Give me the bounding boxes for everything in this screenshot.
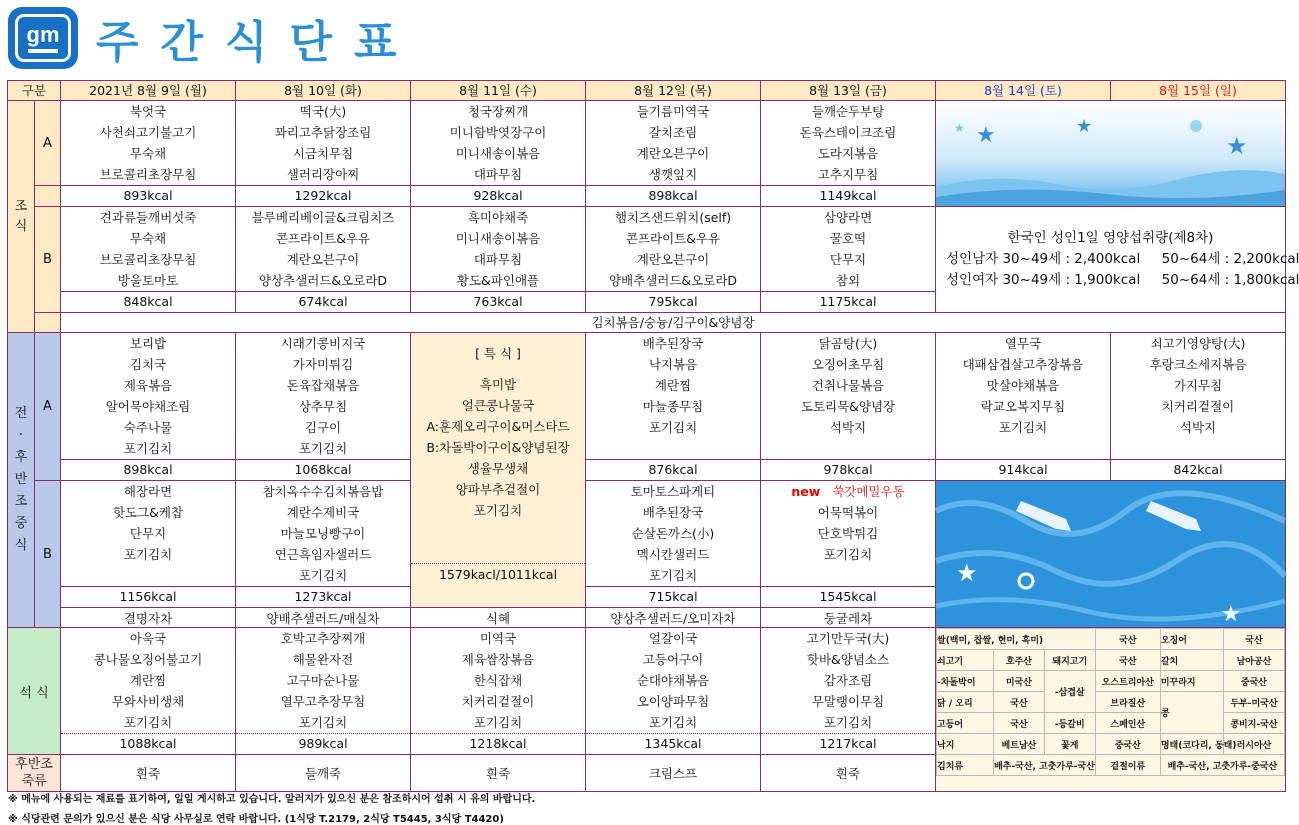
menu-cell: 토마토스파게티 배추된장국 순살돈까스(小) 멕시칸샐러드 포기김치 xyxy=(586,481,761,587)
svg-text:★: ★ xyxy=(956,559,978,587)
footer-note-allergy: ※ 메뉴에 사용되는 재료를 표기하여, 일일 게시하고 있습니다. 알러지가 있으신 분은 참조하시어 섭취 시 유의 바랍니다. xyxy=(8,794,536,805)
menu-cell: 들깨순두부탕 돈육스테이크조림 도라지볶음 고추지무침 xyxy=(761,101,936,186)
kcal: 842kcal xyxy=(1111,460,1286,481)
svg-text:★: ★ xyxy=(976,122,996,148)
kcal: 1175kcal xyxy=(761,292,936,313)
kcal: 876kcal xyxy=(586,460,761,481)
menu-cell: 떡국(大) 꽈리고추닭장조림 시금치무침 샐러리장아찌 xyxy=(236,101,411,186)
kcal: 848kcal xyxy=(61,292,236,313)
menu-cell: 북엇국 사천쇠고기불고기 무숙채 브로콜리초장무침 xyxy=(61,101,236,186)
lunch-drink: 둥굴레차 xyxy=(761,608,936,628)
date-header-row xyxy=(8,81,1286,101)
late-menu: 흰죽 xyxy=(761,755,936,792)
new-tag: new xyxy=(791,484,821,499)
menu-cell: 흑미야채죽 미니새송이볶음 대파무침 황도&파인애플 xyxy=(411,207,586,292)
nutrition-info xyxy=(936,207,1299,313)
weekly-menu-table xyxy=(7,80,1299,792)
kcal: 928kcal xyxy=(411,186,586,207)
group-label-A: A xyxy=(35,333,61,481)
day-header: 8월 11일 (수) xyxy=(411,81,586,101)
page-title: 주간식단표 xyxy=(96,17,419,68)
kcal: 1273kcal xyxy=(236,587,411,608)
late-menu: 흰죽 xyxy=(61,755,236,792)
category-dinner: 석 식 xyxy=(8,628,61,755)
menu-cell: 열무국 대패삼겹살고추장볶음 맛살야채볶음 락교오복지무침 포기김치 xyxy=(936,333,1111,460)
day-header-sunday: 8월 15일 (일) xyxy=(1111,81,1286,101)
kcal: 1292kcal xyxy=(236,186,411,207)
svg-text:★: ★ xyxy=(954,120,965,135)
nutrition-male: 성인남자 30~49세 : 2,400kcal 50~64세 : 2,200kcal xyxy=(946,251,1299,267)
pool-illustration xyxy=(936,481,1286,628)
menu-cell: 청국장찌개 미니함박엿장구이 미니새송이볶음 대파무침 xyxy=(411,101,586,186)
menu-cell: 들기름미역국 갈치조림 계란오븐구이 생깻잎지 xyxy=(586,101,761,186)
kcal: 978kcal xyxy=(761,460,936,481)
kcal: 898kcal xyxy=(586,186,761,207)
menu-cell: 참치옥수수김치볶음밥 계란수제비국 마늘모닝빵구이 연근흑임자샐러드 포기김치 xyxy=(236,481,411,587)
day-header: 8월 13일 (금) xyxy=(761,81,936,101)
gubun-header: 구분 xyxy=(8,81,61,101)
lunch-drink: 결명자차 xyxy=(61,608,236,628)
menu-cell: 닭곰탕(大) 오징어초무침 건취나물볶음 도토리묵&양념장 석박지 xyxy=(761,333,936,460)
origin-table: 쌀(백미, 찹쌀, 현미, 흑미) 국산 오징어 국산 쇠고기 호주산 돼지고기 국산 갈치 남아공산 -차돌박이 미국산 -삼겹살 오스트리아산 미꾸라지 중국산 닭 / 오리 국산 브라질산 콩 두부-미국산 고등어 국산 -등갈비 스페인산 콩비지-국산 낙지 베트남산 꽃게 중국산 명태(코다리, 동태) 러시아산 김치류 배추-국산, 고춧가루-국산 겉절이류 배추-국산, 고춧가루-중국산 xyxy=(936,628,1286,792)
kcal: 1156kcal xyxy=(61,587,236,608)
group-label-A: A xyxy=(35,101,61,186)
svg-text:★: ★ xyxy=(1221,602,1241,627)
menu-cell: 아욱국 콩나물오징어불고기 계란찜 무와사비생채 포기김치 1088kcal xyxy=(61,628,236,755)
menu-cell: 호박고추장찌개 해물완자전 고구마순나물 열무고추장무침 포기김치 989kcal xyxy=(236,628,411,755)
svg-text:★: ★ xyxy=(1076,115,1093,137)
kcal: 893kcal xyxy=(61,186,236,207)
lunch-drink: 양배추샐러드/매실차 xyxy=(236,608,411,628)
category-lunch: 전·후반조 중식 xyxy=(8,333,35,628)
kcal: 898kcal xyxy=(61,460,236,481)
kcal: 1545kcal xyxy=(761,587,936,608)
day-header-saturday: 8월 14일 (토) xyxy=(936,81,1111,101)
late-menu: 흰죽 xyxy=(411,755,586,792)
late-menu: 들깨죽 xyxy=(236,755,411,792)
lunch-drink: 식혜 xyxy=(411,608,586,628)
breakfast-common: 김치볶음/숭늉/김구이&양념장 xyxy=(61,313,1286,333)
footer-note-contact: ※ 식당관련 문의가 있으신 분은 식당 사무실로 연락 바랍니다. (1식당 T.2179, 2식당 T5445, 3식당 T4420) xyxy=(8,814,504,825)
menu-cell: 쇠고기영양탕(大) 후랑크소세지볶음 가지무침 치커리겉절이 석박지 xyxy=(1111,333,1286,460)
logo-text: gm xyxy=(26,21,60,47)
late-menu: 크림스프 xyxy=(586,755,761,792)
nutrition-title: 한국인 성인1일 영양섭취량(제8차) xyxy=(1007,230,1214,246)
day-header: 8월 12일 (목) xyxy=(586,81,761,101)
menu-cell: 얼갈이국 고등어구이 순대야채볶음 오이양파무침 포기김치 1345kcal xyxy=(586,628,761,755)
menu-cell: 블루베리베이글&크림치즈 콘프라이트&우유 계란오븐구이 양상추샐러드&오로라D xyxy=(236,207,411,292)
kcal: 763kcal xyxy=(411,292,586,313)
menu-cell: 견과류들깨버섯죽 무숙채 브로콜리초장무침 방울토마토 xyxy=(61,207,236,292)
svg-text:★: ★ xyxy=(1226,131,1248,160)
nutrition-female: 성인여자 30~49세 : 1,900kcal 50~64세 : 1,800kcal xyxy=(946,272,1299,288)
kcal: 674kcal xyxy=(236,292,411,313)
menu-cell: 햄치즈샌드위치(self) 콘프라이트&우유 계란오븐구이 양배추샐러드&오로라D xyxy=(586,207,761,292)
kcal: 795kcal xyxy=(586,292,761,313)
menu-cell: 보리밥 김치국 제육볶음 알어묵야채조림 숙주나물 포기김치 xyxy=(61,333,236,460)
kcal: 914kcal xyxy=(936,460,1111,481)
category-breakfast: 조식 xyxy=(8,101,35,333)
day-header: 2021년 8월 9일 (월) xyxy=(61,81,236,101)
page-header xyxy=(8,4,419,72)
kcal: 1068kcal xyxy=(236,460,411,481)
menu-cell: 미역국 제육쌈장볶음 한식잡채 치커리겉절이 포기김치 1218kcal xyxy=(411,628,586,755)
menu-cell: 삼양라면 꿀호떡 단무지 참외 xyxy=(761,207,936,292)
menu-cell: 배추된장국 낙지볶음 계란찜 마늘종무침 포기김치 xyxy=(586,333,761,460)
menu-cell: 해장라면 핫도그&케찹 단무지 포기김치 xyxy=(61,481,236,587)
group-label-B: B xyxy=(35,207,61,313)
special-menu-cell: [ 특 식 ] 흑미밥 얼큰콩나물국 A:훈제오리구이&머스타드 B:차돌박이구이&양념된장 생율무생채 양파부추겉절이 포기김치 1579kacl/1011kcal xyxy=(411,333,586,608)
gm-logo xyxy=(8,7,78,69)
group-label-B: B xyxy=(35,481,61,628)
kcal: 715kcal xyxy=(586,587,761,608)
menu-cell: 고기만두국(大) 핫바&양념소스 감자조림 무말랭이무침 포기김치 1217kcal xyxy=(761,628,936,755)
lunch-drink: 양상추샐러드/오미자차 xyxy=(586,608,761,628)
menu-cell: 시래기콩비지국 가자미튀김 돈육잡채볶음 상추무침 김구이 포기김치 xyxy=(236,333,411,460)
menu-cell: new 쑥갓메밀우동 어묵떡볶이 단호박튀김 포기김치 xyxy=(761,481,936,587)
day-header: 8월 10일 (화) xyxy=(236,81,411,101)
special-kcal: 1579kacl/1011kcal xyxy=(411,563,585,585)
beach-illustration xyxy=(936,101,1286,207)
kcal: 1149kcal xyxy=(761,186,936,207)
category-late: 후반조 죽류 xyxy=(8,755,61,792)
